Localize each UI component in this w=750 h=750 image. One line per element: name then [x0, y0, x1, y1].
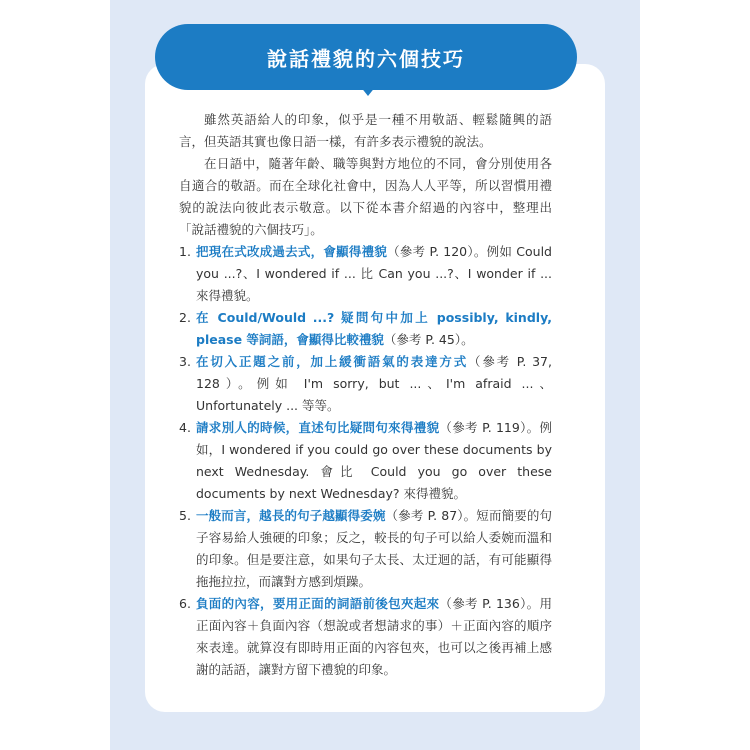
tip-text: （參考 P. 136）。用正面內容＋負面內容（想說或者想請求的事）＋正面內容的順序來表達。就算沒有即時用正面的內容包夾，也可以之後再補上感謝的話語，讓對方留下禮貌的印象。: [196, 596, 552, 677]
tip-item: [179, 593, 552, 681]
tip-highlight: 在 Could/Would ...? 疑問句中加上 possibly, kindly, please 等詞語，會顯得比較禮貌: [196, 310, 552, 347]
tip-highlight: 負面的內容，要用正面的詞語前後包夾起來: [196, 596, 440, 611]
tip-text: （參考 P. 120）。例如 Could you ...?、I wondered if ... 比 Can you ...?、I wonder if ... 來得禮貌。: [196, 244, 552, 303]
page-title: 說話禮貌的六個技巧: [267, 46, 465, 71]
title-banner: [155, 24, 577, 90]
tip-text: （參考 P. 37, 128）。例如 I'm sorry, but ...、I'm afraid ...、Unfortunately ... 等等。: [196, 354, 552, 413]
tip-number: 1.: [179, 244, 191, 259]
tip-text: （參考 P. 87）。短而簡要的句子容易給人強硬的印象；反之，較長的句子可以給人委婉而溫和的印象。但是要注意，如果句子太長、太迂迴的話，有可能顯得拖拖拉拉，而讓對方感到煩躁。: [196, 508, 552, 589]
tip-item: [179, 351, 552, 417]
tip-item: [179, 307, 552, 351]
tip-number: 4.: [179, 420, 191, 435]
tip-item: [179, 505, 552, 593]
tip-highlight: 在切入正題之前，加上緩衝語氣的表達方式: [196, 354, 469, 369]
tip-item: [179, 417, 552, 505]
tip-number: 5.: [179, 508, 191, 523]
intro-paragraph: 雖然英語給人的印象，似乎是一種不用敬語、輕鬆隨興的語言，但英語其實也像日語一樣，有許多表示禮貌的說法。: [179, 112, 552, 149]
tips-list: [179, 241, 552, 681]
tip-highlight: 把現在式改成過去式，會顯得禮貌: [196, 244, 388, 259]
tip-item: [179, 241, 552, 307]
tip-number: 3.: [179, 354, 191, 369]
tip-number: 2.: [179, 310, 191, 325]
tip-highlight: 請求別人的時候，直述句比疑問句來得禮貌: [196, 420, 440, 435]
tip-text: （參考 P. 119）。例如，I wondered if you could go over these documents by next Wednesday. 會比 Could you go over these documents by next Wednesday? 來得禮貌。: [196, 420, 552, 501]
tip-highlight: 一般而言，越長的句子越顯得委婉: [196, 508, 386, 523]
tip-text: （參考 P. 45）。: [383, 332, 474, 347]
banner-pointer: [360, 86, 376, 96]
article-body: [179, 109, 552, 681]
intro-paragraph: 在日語中，隨著年齡、職等與對方地位的不同，會分別使用各自適合的敬語。而在全球化社會中，因為人人平等，所以習慣用禮貌的說法向彼此表示敬意。以下從本書介紹過的內容中，整理出「說話禮貌的六個技巧」。: [179, 156, 552, 237]
tip-number: 6.: [179, 596, 191, 611]
